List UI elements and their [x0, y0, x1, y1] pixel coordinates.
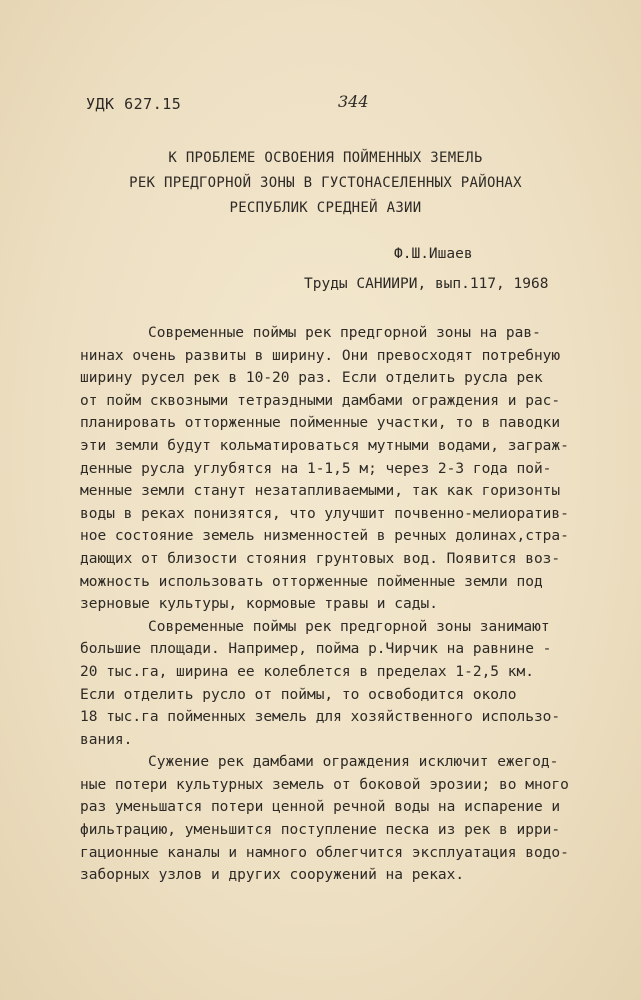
text-line: Сужение рек дамбами ограждения исключит ежегод- — [148, 754, 559, 771]
paragraph — [80, 751, 620, 887]
text-line: денные русла углубятся на 1-1,5 м; через 2-3 года пой- — [80, 460, 552, 477]
text-line: большие площади. Например, пойма р.Чирчик на равнине - — [80, 641, 552, 658]
paragraph — [80, 322, 620, 616]
text-line: Современные поймы рек предгорной зоны на рав- — [148, 325, 541, 341]
text-line: эти земли будут кольматироваться мутными водами, заграж- — [80, 437, 569, 454]
paragraph — [80, 616, 620, 752]
text-line: менные земли станут незатапливаемыми, так как горизонты — [80, 483, 561, 500]
text-line: 18 тыс.га пойменных земель для хозяйственного использо- — [80, 709, 561, 726]
text-line: нинах очень развиты в ширину. Они превосходят потребную — [80, 347, 561, 364]
text-line: Если отделить русло от поймы, то освободится около — [80, 686, 517, 703]
text-line: ное состояние земель низменностей в речных долинах,стра- — [80, 528, 569, 545]
title-line: К ПРОБЛЕМЕ ОСВОЕНИЯ ПОЙМЕННЫХ ЗЕМЕЛЬ — [168, 150, 483, 166]
text-line: ные потери культурных земель от боковой эрозии; во много — [80, 776, 569, 793]
text-line: гационные каналы и намного облегчится эксплуатация водо- — [80, 844, 569, 861]
text-line: дающих от близости стояния грунтовых вод. Появится воз- — [80, 550, 561, 567]
text-line: от пойм сквозными тетраэдными дамбами ограждения и рас- — [80, 392, 561, 409]
title-line: РЕСПУБЛИК СРЕДНЕЙ АЗИИ — [229, 200, 422, 216]
text-line: фильтрацию, уменьшится поступление песка из рек в ирри- — [80, 822, 561, 839]
text-line: ширину русел рек в 10-20 раз. Если отделить русла рек — [80, 370, 543, 387]
text-line: планировать отторженные пойменные участки, то в паводки — [80, 415, 561, 432]
text-line: Современные поймы рек предгорной зоны занимают — [148, 618, 550, 635]
page-number: 344 — [338, 92, 369, 111]
article-body — [80, 322, 620, 887]
article-title — [0, 146, 641, 221]
author-name: Ф.Ш.Ишаев — [394, 246, 473, 262]
text-line: 20 тыс.га, ширина ее колеблется в пределах 1-2,5 км. — [80, 663, 534, 680]
text-line: заборных узлов и других сооружений на реках. — [80, 867, 465, 884]
udk-code: УДК 627.15 — [86, 95, 182, 113]
publication-source: Труды САНИИРИ, вып.117, 1968 — [304, 276, 549, 292]
title-line: РЕК ПРЕДГОРНОЙ ЗОНЫ В ГУСТОНАСЕЛЕННЫХ РАЙОНАХ — [129, 175, 522, 191]
text-line: вания. — [80, 731, 133, 748]
text-line: воды в реках понизятся, что улучшит почвенно-мелиоратив- — [80, 505, 569, 522]
text-line: зерновые культуры, кормовые травы и сады. — [80, 596, 438, 613]
text-line: можность использовать отторженные пойменные земли под — [80, 573, 543, 590]
text-line: раз уменьшатся потери ценной речной воды на испарение и — [80, 799, 561, 816]
